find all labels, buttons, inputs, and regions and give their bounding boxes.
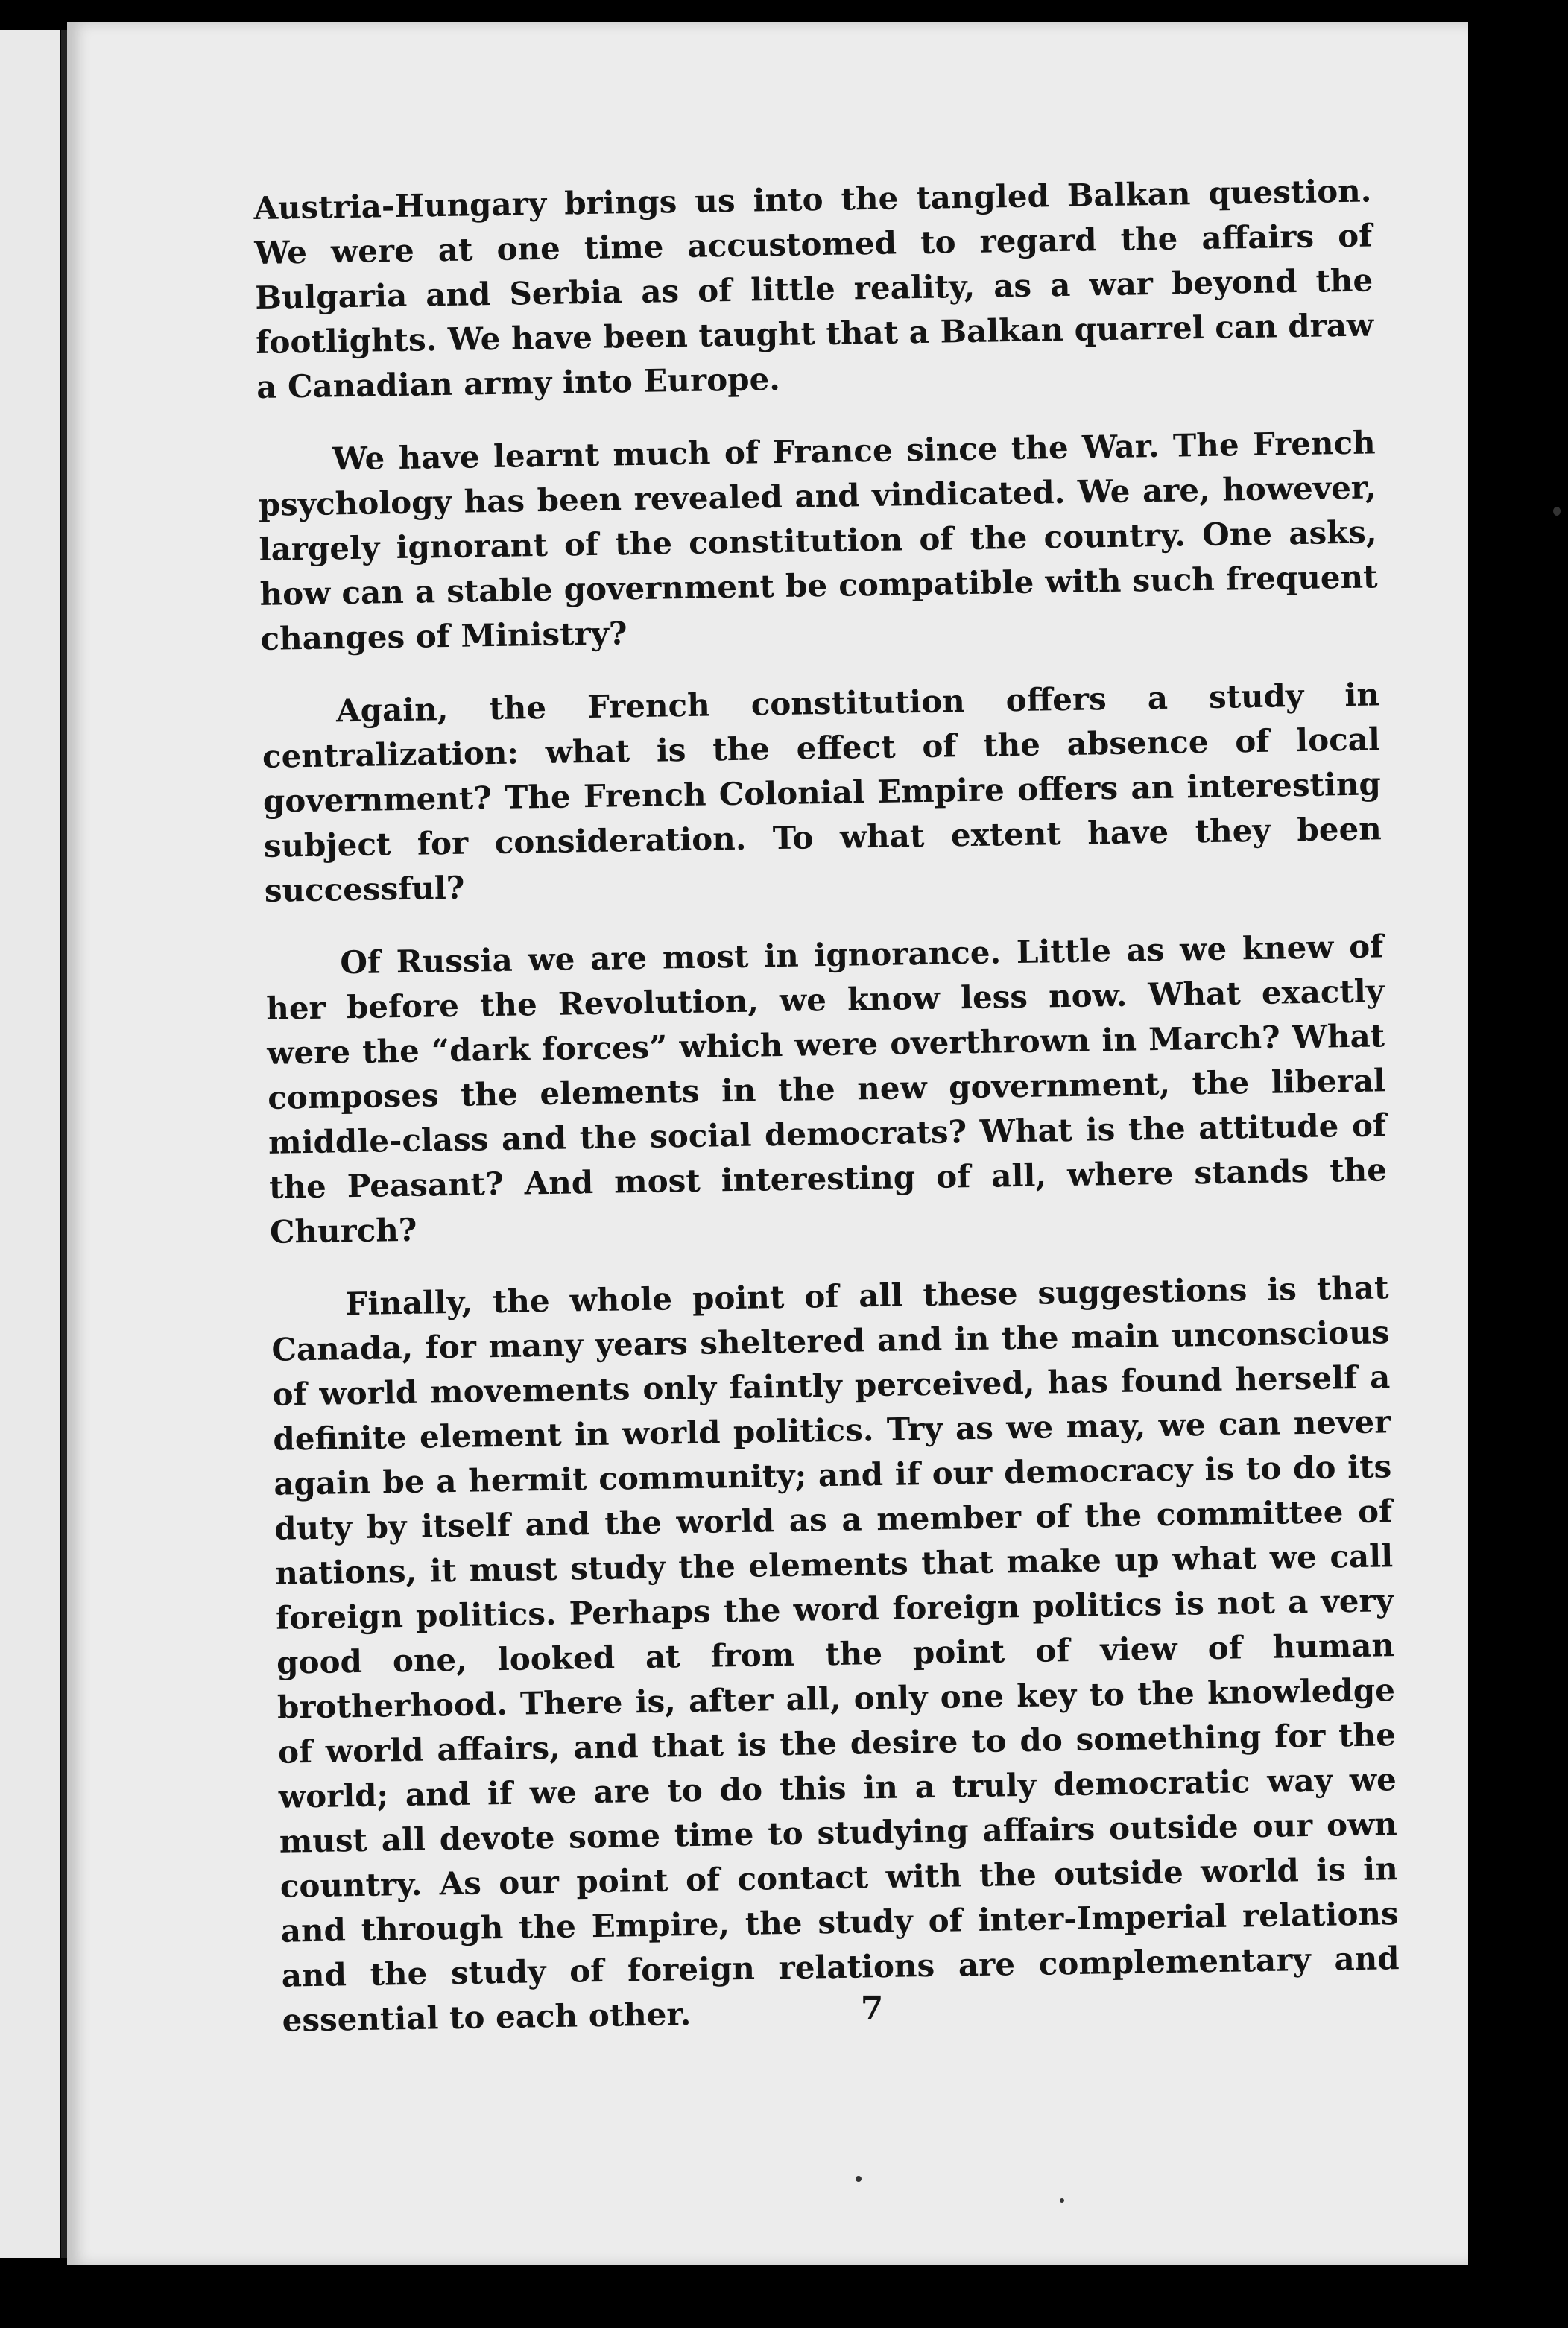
page-number: 7: [860, 1990, 884, 2028]
page-body-text: [253, 168, 1401, 2071]
book-page: [67, 22, 1468, 2265]
paragraph-french-constitution: Again, the French constitution offers a study in centralization: what is the effect of the absence of local government? The French Colonial Empire offers an interesting subject for consideration. To what extent have they been successful?: [262, 676, 1382, 909]
book-gutter: [61, 30, 67, 2258]
paragraph-russia: Of Russia we are most in ignorance. Little as we knew of her before the Revolution, we know less now. What exactly were the “dark forces” which were overthrown in March? What composes the elements in the new government, the liberal middle-class and the social democrats? What is the attitude of the Peasant? And most interesting of all, where stands the Church?: [265, 928, 1388, 1250]
paragraph-canada-conclusion: Finally, the whole point of all these suggestions is that Canada, for many years sheltered and in the main unconscious of world movements only faintly perceived, has found herself a definite element in world politics. Try as we may, we can never again be a hermit community; and if our democracy is to do its duty by itself and the world as a member of the committee of nations, it must study the elements that make up what we call foreign politics. Perhaps the word foreign politics is not a very good one, looked at from the point of view of human brotherhood. There is, after all, only one key to the knowledge of world affairs, and that is the desire to do something for the world; and if we are to do this in a truly democratic way we must all devote some time to studying affairs outside our own country. As our point of contact with the outside world is in and through the Empire, the study of inter-Imperial relations and the study of foreign relations are complementary and essential to each other.: [271, 1269, 1400, 2039]
scan-speck: [856, 2176, 862, 2182]
left-page-edge: [0, 30, 60, 2258]
paragraph-balkan-question: Austria-Hungary brings us into the tangled Balkan question. We were at one time accustomed to regard the affairs of Bulgaria and Serbia as of little reality, as a war beyond the footlights. We have been taught that a Balkan quarrel can draw a Canadian army into Europe.: [253, 172, 1374, 405]
paragraph-france: We have learnt much of France since the War. The French psychology has been revealed and vindicated. We are, however, largely ignorant of the constitution of the country. One asks, how can a stable government be compatible with such frequent changes of Ministry?: [258, 424, 1378, 657]
scan-speck: [1060, 2198, 1064, 2203]
scan-speck: [1553, 507, 1561, 516]
